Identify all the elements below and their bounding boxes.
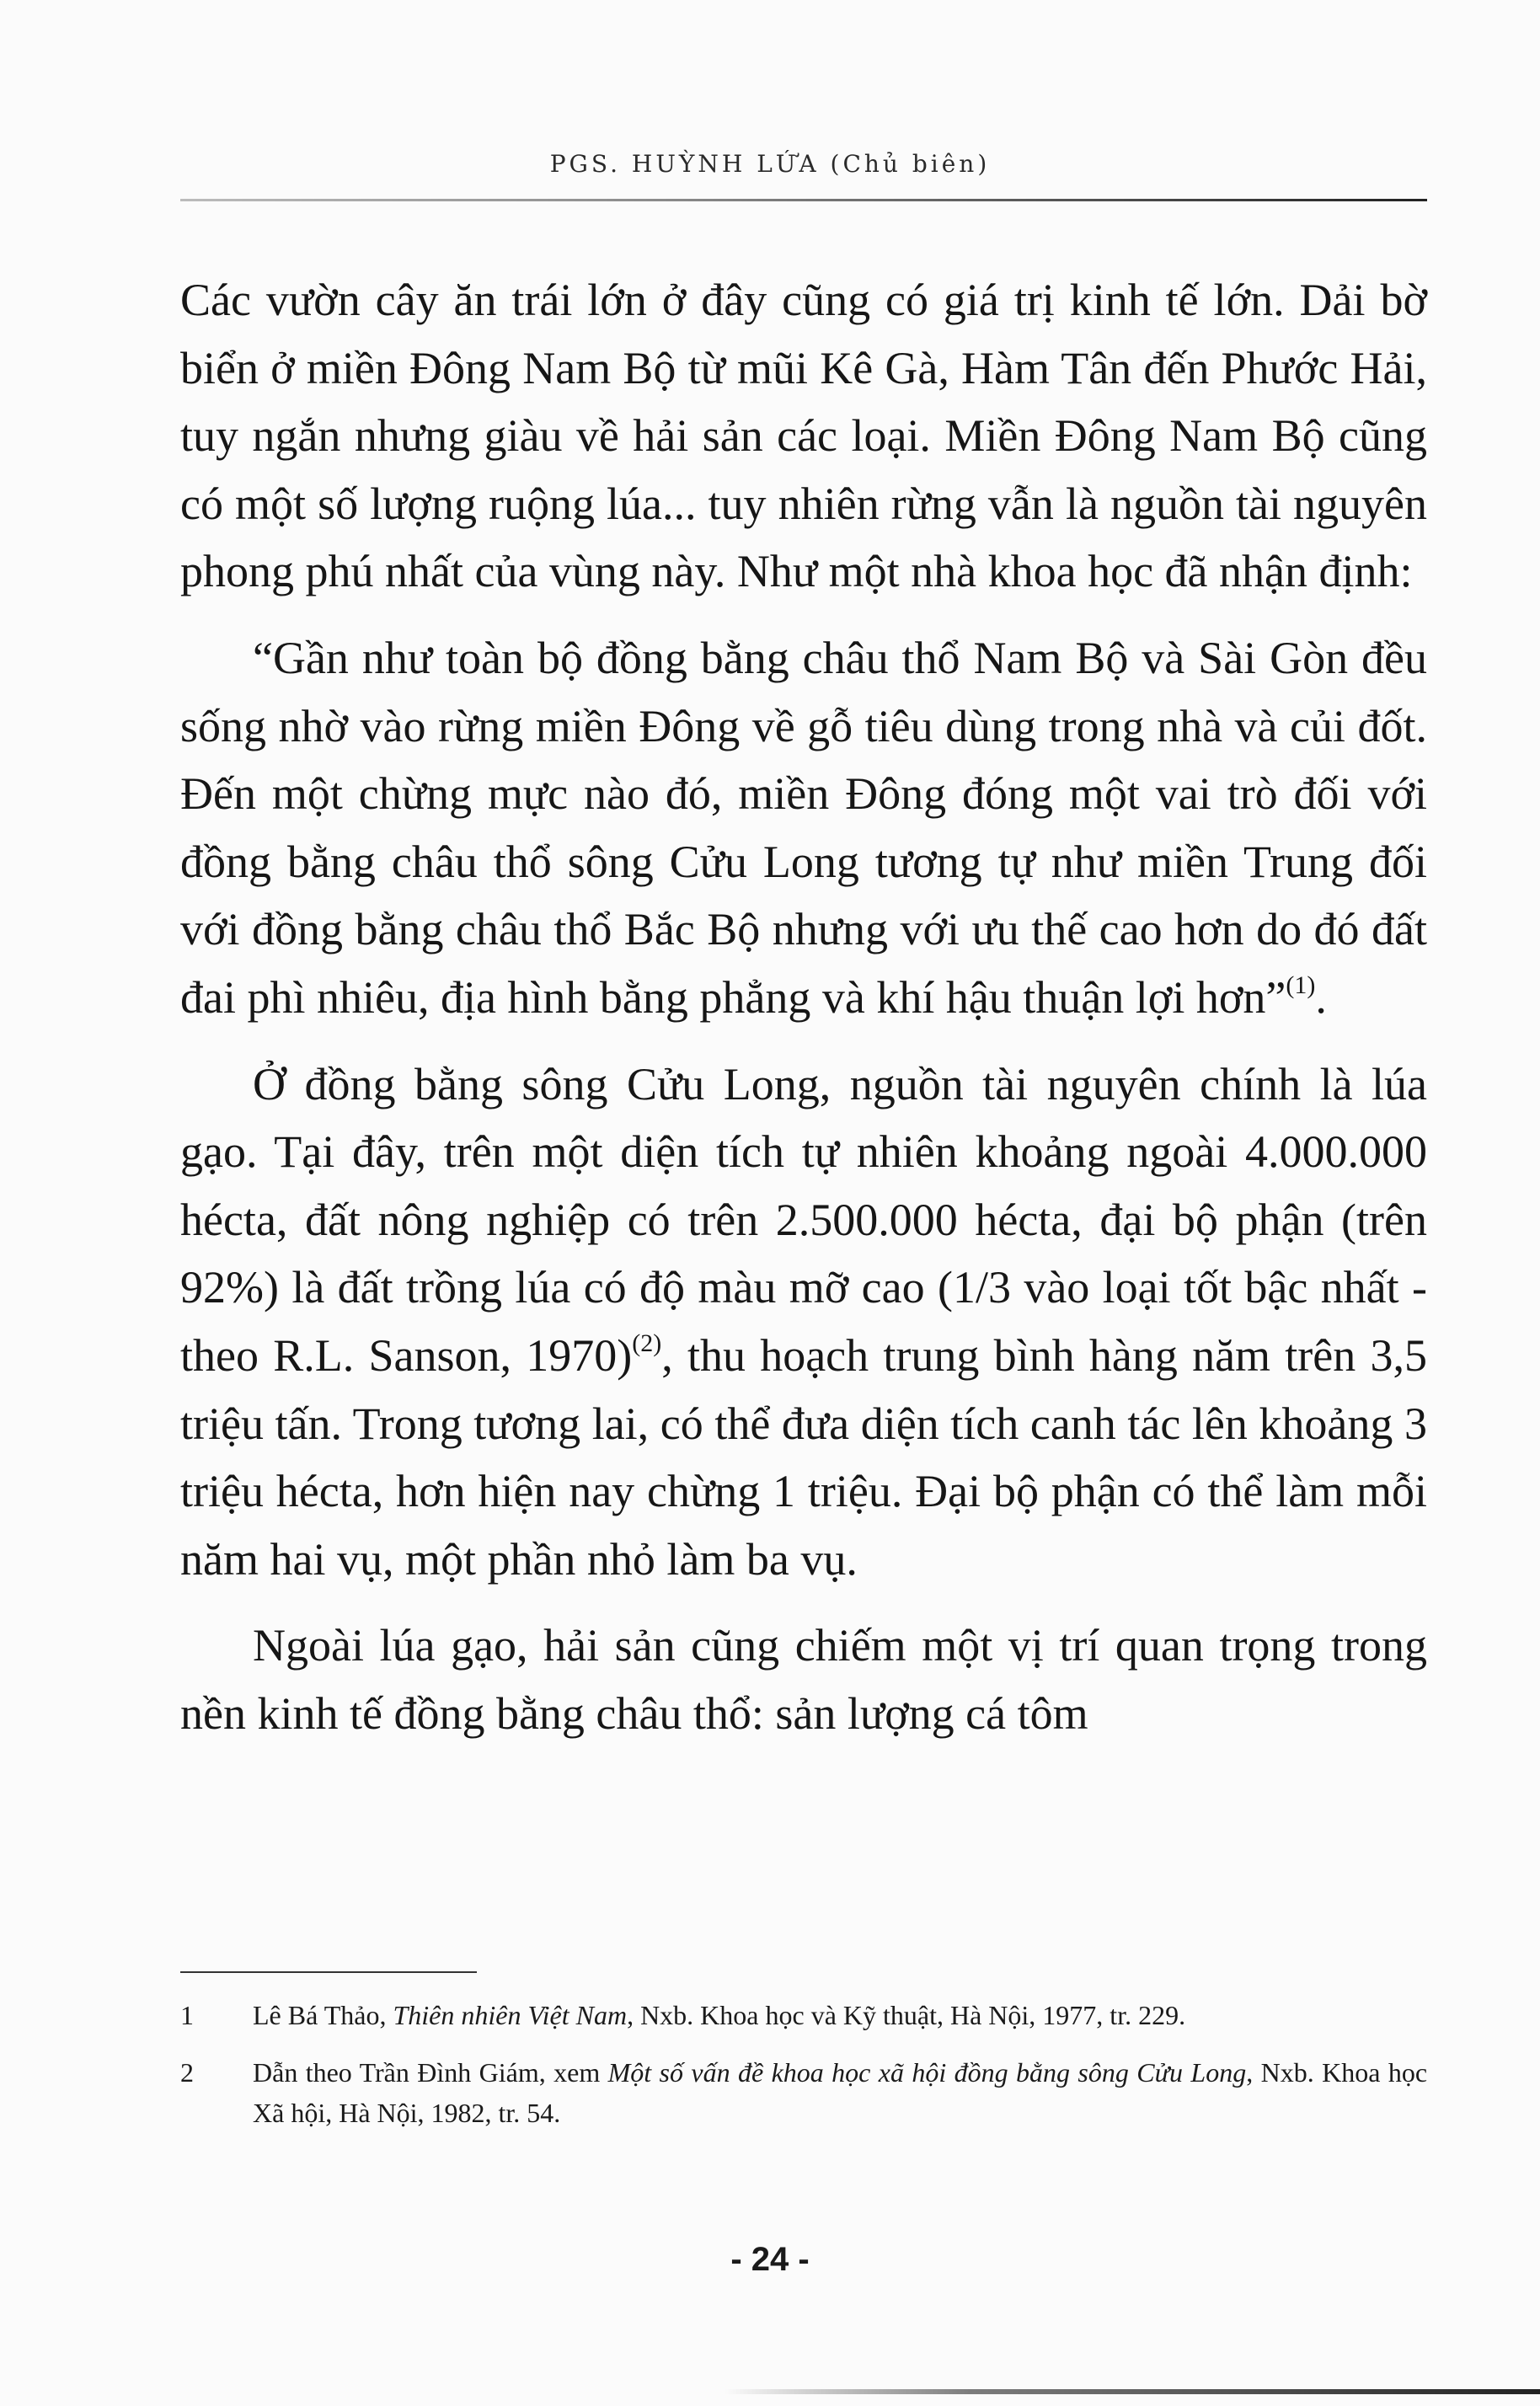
footnote-title: Thiên nhiên Việt Nam bbox=[393, 2000, 628, 2030]
paragraph-3-text-b: , thu hoạch trung bình hàng năm trên 3,5 triệu tấn. Trong tương lai, có thể đưa diện tích canh tác lên khoảng 3 triệu hécta, hơn hiện nay chừng 1 triệu. Đại bộ phận có thể làm mỗi năm hai vụ, một phần nhỏ làm ba vụ. bbox=[180, 1329, 1427, 1585]
paragraph-4: Ngoài lúa gạo, hải sản cũng chiếm một vị trí quan trọng trong nền kinh tế đồng bằng châu thổ: sản lượng cá tôm bbox=[180, 1620, 1427, 1739]
footnote-text bbox=[253, 1995, 1427, 2035]
paragraph-3-text-a: Ở đồng bằng sông Cửu Long, nguồn tài nguyên chính là lúa gạo. Tại đây, trên một diện tích tự nhiên khoảng ngoài 4.000.000 hécta, đất nông nghiệp có trên 2.500.000 hécta, đại bộ phận (trên 92%) là đất trồng lúa có độ màu mỡ cao (1/3 vào loại tốt bậc nhất - theo R.L. Sanson, 1970) bbox=[180, 1058, 1427, 1381]
page-edge-shadow bbox=[725, 2389, 1540, 2394]
footnote-number: 2 bbox=[180, 2057, 194, 2088]
paragraph-2-quote bbox=[180, 624, 1427, 1032]
header-rule bbox=[180, 199, 1427, 201]
note-ref-2: (2) bbox=[632, 1329, 662, 1357]
paragraph-2-end: . bbox=[1315, 971, 1327, 1023]
footnote-publisher: , Nxb. Khoa học Xã hội, Hà Nội, 1982, tr. 54. bbox=[253, 2057, 1428, 2128]
footnote-publisher: , Nxb. Khoa học và Kỹ thuật, Hà Nội, 1977, tr. 229. bbox=[627, 2000, 1186, 2030]
running-header: PGS. HUỲNH LỨA (Chủ biên) bbox=[549, 150, 991, 178]
footnote-author: Dẫn theo Trần Đình Giám, xem bbox=[253, 2057, 608, 2088]
page-number: - 24 - bbox=[730, 2241, 810, 2278]
footnote-1 bbox=[180, 1995, 1427, 2035]
footnote-2 bbox=[180, 2052, 1427, 2133]
footnote-text bbox=[253, 2052, 1427, 2133]
footnote-number: 1 bbox=[180, 2000, 194, 2030]
paragraph-1: Các vườn cây ăn trái lớn ở đây cũng có giá trị kinh tế lớn. Dải bờ biển ở miền Đông Nam Bộ từ mũi Kê Gà, Hàm Tân đến Phước Hải, tuy ngắn nhưng giàu về hải sản các loại. Miền Đông Nam Bộ cũng có một số lượng ruộng lúa... tuy nhiên rừng vẫn là nguồn tài nguyên phong phú nhất của vùng này. Như một nhà khoa học đã nhận định: bbox=[180, 275, 1427, 597]
footnote-author: Lê Bá Thảo, bbox=[253, 2000, 393, 2030]
note-ref-1: (1) bbox=[1286, 970, 1316, 999]
paragraph-3 bbox=[180, 1051, 1427, 1594]
footnotes bbox=[180, 1995, 1427, 2150]
paragraph-2-text: “Gần như toàn bộ đồng bằng châu thổ Nam Bộ và Sài Gòn đều sống nhờ vào rừng miền Đông về gỗ tiêu dùng trong nhà và củi đốt. Đến một chừng mực nào đó, miền Đông đóng một vai trò đối với đồng bằng châu thổ sông Cửu Long tương tự như miền Trung đối với đồng bằng châu thổ Bắc Bộ nhưng với ưu thế cao hơn do đó đất đai phì nhiêu, địa hình bằng phẳng và khí hậu thuận lợi hơn” bbox=[180, 632, 1427, 1023]
body-text bbox=[180, 266, 1427, 1747]
footnote-rule bbox=[180, 1971, 477, 1973]
footnote-title: Một số vấn đề khoa học xã hội đồng bằng sông Cửu Long bbox=[607, 2057, 1247, 2088]
